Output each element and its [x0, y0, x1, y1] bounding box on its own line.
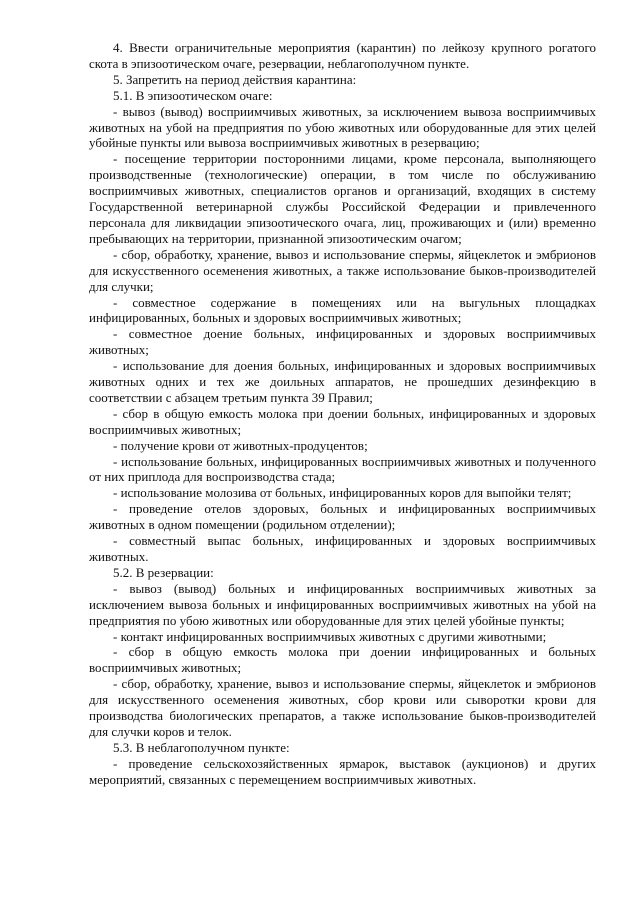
list-item: - получение крови от животных-продуцентов; — [113, 437, 368, 453]
list-item: - вывоз (вывод) восприимчивых животных, за исключением вывоза восприимчивых животных на убой на предприятия по убою животных или оборудованные для этих целей убойные пункты или вывоза восприимчивых животных в резервацию; — [89, 103, 596, 151]
list-item: - совместный выпас больных, инфицированных и здоровых восприимчивых животных. — [89, 533, 596, 564]
section-5-3-heading: 5.3. В неблагополучном пункте: — [113, 739, 290, 755]
list-item: - сбор, обработку, хранение, вывоз и использование спермы, яйцеклеток и эмбрионов для искусственного осеменения животных, а также использование быков-производителей для случки; — [89, 246, 596, 294]
paragraph-4: 4. Ввести ограничительные мероприятия (карантин) по лейкозу крупного рогатого скота в эпизоотическом очаге, резервации, неблагополучном пункте. — [89, 40, 596, 71]
list-item: - сбор, обработку, хранение, вывоз и использование спермы, яйцеклеток и эмбрионов для искусственного осеменения животных, сбор крови или сыворотки крови для производства биологических препаратов, а также использование быков-производителей для случки коров и телок. — [89, 676, 596, 739]
list-item: - проведение сельскохозяйственных ярмарок, выставок (аукционов) и других мероприятий, связанных с перемещением восприимчивых животных. — [89, 755, 596, 787]
list-item: - совместное доение больных, инфицированных и здоровых восприимчивых животных; — [89, 326, 596, 358]
list-item: - совместное содержание в помещениях или на выгульных площадках инфицированных, больных и здоровых восприимчивых животных; — [89, 294, 596, 326]
list-item: - использование для доения больных, инфицированных и здоровых восприимчивых животных одних и тех же доильных аппаратов, не прошедших дезинфекцию в соответствии с абзацем третьим пункта 39 Правил; — [89, 358, 596, 405]
paragraph-5: 5. Запретить на период действия карантина: — [113, 71, 357, 87]
section-5-2-heading: 5.2. В резервации: — [113, 564, 214, 580]
section-5-1-heading: 5.1. В эпизоотическом очаге: — [113, 87, 273, 103]
list-item: - сбор в общую емкость молока при доении больных, инфицированных и здоровых восприимчивых животных; — [89, 405, 596, 437]
list-item: - проведение отелов здоровых, больных и инфицированных восприимчивых животных в одном помещении (родильном отделении); — [89, 501, 596, 533]
list-item: - использование больных, инфицированных восприимчивых животных и полученного от них приплода для воспроизводства стада; — [89, 453, 596, 485]
list-item: - посещение территории посторонними лицами, кроме персонала, выполняющего производственные (технологические) операции, в том числе по обслуживанию восприимчивых животных, специалистов органов и организаций, входящих в систему Государственной ветеринарной службы Российской Федерации и привлеченного персонала для ликвидации эпизоотического очага, лиц, проживающих и (или) временно пребывающих на территории, признанной эпизоотическим очагом; — [89, 151, 596, 246]
list-item: - вывоз (вывод) больных и инфицированных восприимчивых животных за исключением вывоза больных и инфицированных восприимчивых животных на убой на предприятия по убою животных или оборудованные для этих целей убойные пункты; — [89, 580, 596, 628]
list-item: - сбор в общую емкость молока при доении инфицированных и больных восприимчивых животных; — [89, 644, 596, 676]
list-item: - контакт инфицированных восприимчивых животных с другими животными; — [113, 628, 547, 644]
list-item: - использование молозива от больных, инфицированных коров для выпойки телят; — [113, 485, 572, 501]
